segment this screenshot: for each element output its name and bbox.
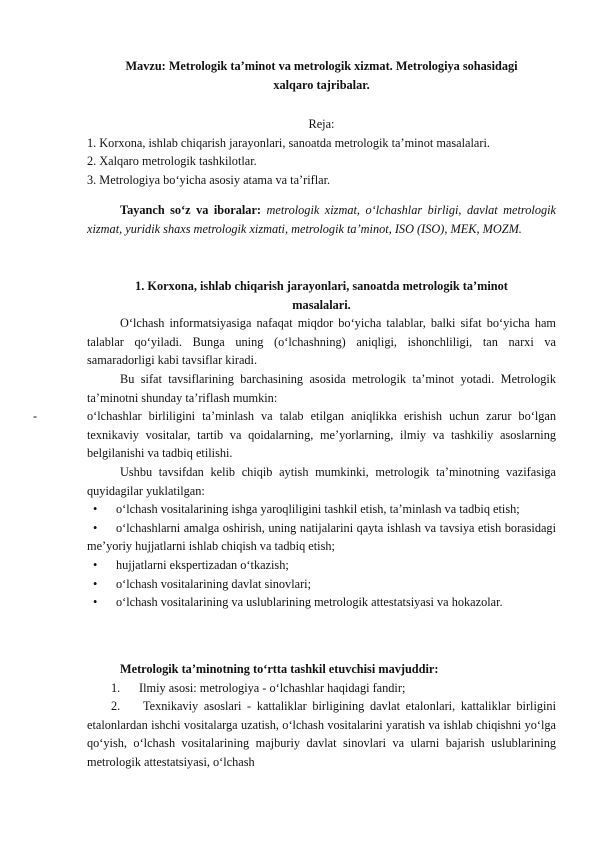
keywords-paragraph	[87, 201, 556, 238]
plan-item: 3. Metrologiya bo‘yicha asosiy atama va ta’riflar.	[87, 172, 331, 187]
plan-item: 1. Korxona, ishlab chiqarish jarayonlari, sanoatda metrologik ta’minot masalalari.	[87, 135, 490, 150]
numbered-item	[87, 679, 556, 698]
paragraph: O‘lchash informatsiyasiga nafaqat miqdor bo‘yicha talablar, balki sifat bo‘yicha ham talablar qo‘yiladi. Bunga uning (o‘lchashning) aniqligi, ishonchliligi, tan narxi va samaradorligi kabi tavsiflar kiradi.	[87, 316, 556, 368]
plan-heading: Reja:	[308, 117, 335, 131]
document-title	[87, 57, 556, 94]
plan-section	[87, 115, 556, 189]
section-1	[33, 277, 556, 612]
bullet-item	[87, 500, 556, 519]
paragraph: Ushbu tavsifdan kelib chiqib aytish mumkinki, metrologik ta’minotning vazifasiga quyidagilar yuklatilgan:	[87, 464, 556, 498]
paragraph: Bu sifat tavsiflarining barchasining asosida metrologik ta’minot yotadi. Metrologik ta’minotni shunday ta’riflash mumkin:	[87, 371, 556, 405]
bullet-text: o‘lchash vositalarining va uslublarining metrologik attestatsiyasi va hokazolar.	[116, 595, 503, 610]
bullet-text: o‘lchashlarni amalga oshirish, uning natijalarini qayta ishlash va tavsiya etish borasidagi me’yoriy hujjatlarni ishlab chiqish va tadbiq etish;	[87, 520, 556, 554]
item-number: 1.	[111, 680, 121, 695]
bullet-icon: •	[93, 520, 98, 535]
bullet-text: hujjatlarni ekspertizadan o‘tkazish;	[116, 557, 289, 572]
bullet-icon: •	[93, 595, 98, 610]
dash-marker: -	[33, 409, 38, 424]
bullet-text: o‘lchash vositalarining ishga yaroqliligini tashkil etish, ta’minlash va tadbiq etish;	[116, 502, 520, 517]
bullet-icon: •	[93, 557, 98, 572]
keywords-label: Tayanch so‘z va iboralar:	[120, 203, 262, 217]
subsection-heading: Metrologik ta’minotning to‘rtta tashkil etuvchisi mavjuddir:	[120, 662, 439, 676]
item-text: Texnikaviy asoslari - kattaliklar birligining davlat etalonlari, kattaliklar birligini etalonlardan ishchi vositalarga uzatish, o‘lchash vositalarini yaratish va ishlab chiqishni yo‘lga qo‘yish, o‘lchash vositalarining majburiy davlat sinovlari va ularni bajarish uslublarining metrologik attestatsiyasi, o‘lchash	[87, 699, 556, 769]
bullet-item	[87, 519, 556, 556]
numbered-item	[87, 697, 556, 771]
bullet-text: o‘lchash vositalarining davlat sinovlari;	[116, 576, 311, 591]
section-1-heading-line-1: 1. Korxona, ishlab chiqarish jarayonlari, sanoatda metrologik ta’minot	[135, 279, 508, 293]
title-line-2: xalqaro tajribalar.	[273, 77, 370, 92]
dash-list-item	[33, 407, 556, 463]
section-1-heading-line-2: masalalari.	[292, 297, 351, 312]
item-number: 2.	[111, 699, 121, 714]
title-line-1: Mavzu: Metrologik ta’minot va metrologik xizmat. Metrologiya sohasidagi	[125, 59, 518, 73]
bullet-icon: •	[93, 502, 98, 517]
subsection	[87, 660, 556, 772]
dash-item-text: o‘lchashlar birliligini ta’minlash va talab etilgan aniqlikka erishish uchun zarur bo‘lgan texnikaviy vositalar, tartib va qoidalarning, me’yorlarning, ilmiy va tashkiliy asoslarning belgilanishi va tadbiq etilishi.	[87, 409, 556, 461]
bullet-icon: •	[93, 576, 98, 591]
plan-item: 2. Xalqaro metrologik tashkilotlar.	[87, 154, 257, 169]
bullet-item	[87, 556, 556, 575]
bullet-item	[87, 575, 556, 594]
bullet-item	[87, 593, 556, 612]
item-text: Ilmiy asosi: metrologiya - o‘lchashlar haqidagi fandir;	[139, 680, 406, 695]
keywords-text: metrologik xizmat, o‘lchashlar birligi, davlat metrologik xizmat, yuridik shaxs metrologik xizmati, metrologik ta’minot, ISO (ISO), MEK, MOZM.	[87, 203, 556, 236]
